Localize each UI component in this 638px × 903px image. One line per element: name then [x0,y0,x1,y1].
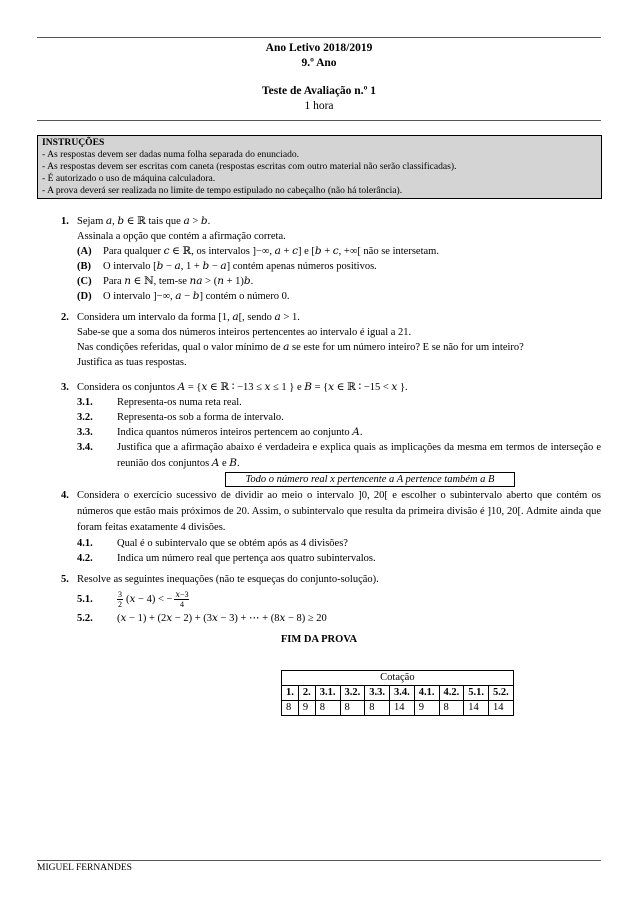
end-of-test: FIM DA PROVA [280,634,358,645]
sub-question-3-2: 3.2. Representa-os sob a forma de intervalo. [77,412,284,423]
fraction-denominator: 2 [118,599,122,609]
score-table-caption: Cotação [282,671,514,686]
score-table [281,670,514,716]
question-3 [61,380,601,487]
grade: 9.º Ano [301,57,337,69]
question-4 [61,488,601,566]
sub-question-5-1: 5.1. $\frac{3}{2}$ (𝑥 − 4) < − 𝑥−3 4 [77,589,189,609]
option-c: (C) Para 𝑛 ∈ ℕ, tem-se 𝑛𝑎 > (𝑛 + 1)𝑏. [77,276,254,287]
option-b: (B) O intervalo [𝑏 − 𝑎, 1 + 𝑏 − 𝑎] contém apenas números positivos. [77,261,377,272]
footer-author: MIGUEL FERNANDES [37,863,132,873]
question-stem: Resolve as seguintes inequações (não te esqueças do conjunto-solução). [77,574,379,585]
question-2 [61,310,601,370]
question-number: 5. [61,574,69,585]
question-stem: Considera o exercício sucessivo de dividir ao meio o intervalo ]0, 20[ e escolher o subintervalo aberto que contém os números que estão mais próximos de 20. Assim, o subintervalo que resulta da primeira divisão é ]10, 20[. Admite ainda que foram feitas exatamente 4 divisões. [77,490,601,533]
question-5 [61,572,601,626]
test-duration: 1 hora [304,100,334,112]
top-rule [37,37,601,38]
question-line: Considera um intervalo da forma [1, 𝑎[, sendo 𝑎 > 1. [77,312,300,323]
option-d: (D) O intervalo ]−∞, 𝑎 − 𝑏] contém o número 0. [77,291,290,302]
fraction-numerator: 𝑥−3 [175,589,189,599]
inequality-middle: (𝑥 − 4) < − [126,593,173,605]
statement-box: Todo o número real x pertencente a A pertence também a B [225,472,515,487]
instruction-item: - A prova deverá ser realizada no limite de tempo estipulado no cabeçalho (não há tolerância). [42,185,403,196]
score-table-header: 1. 2. 3.1. 3.2. 3.3. 3.4. 4.1. 4.2. 5.1. 5.2. [282,686,514,701]
fraction-denominator: 4 [179,599,184,609]
question-stem: Considera os conjuntos 𝐴 = {𝑥 ∈ ℝ ∶ −13 ≤ 𝑥 ≤ 1 } e 𝐵 = {𝑥 ∈ ℝ ∶ −15 < 𝑥 }. [77,382,408,393]
question-number: 3. [61,382,69,393]
question-1 [61,214,601,304]
sub-question-4-2: 4.2. Indica um número real que pertença aos quatro subintervalos. [77,553,376,564]
question-line: Sabe-se que a soma dos números inteiros pertencentes ao intervalo é igual a 21. [77,327,412,338]
question-stem: Sejam 𝑎, 𝑏 ∈ ℝ tais que 𝑎 > 𝑏. [77,216,211,227]
footer-rule [37,860,601,861]
instructions-box [37,135,602,199]
score-table-row: 8 9 8 8 8 14 9 8 14 14 [282,701,514,716]
instruction-item: - As respostas devem ser escritas com caneta (respostas escritas com outro material não serão classificadas). [42,161,457,172]
instruction-item: - É autorizado o uso de máquina calculadora. [42,173,216,184]
sub-question-4-1: 4.1. Qual é o subintervalo que se obtém após as 4 divisões? [77,538,348,549]
question-number: 1. [61,216,69,227]
question-line: Justifica as tuas respostas. [77,357,187,368]
header-rule [37,120,601,121]
question-number: 4. [61,490,69,501]
option-a: (A) Para qualquer 𝑐 ∈ ℝ, os intervalos ]−∞, 𝑎 + 𝑐] e [𝑏 + 𝑐, +∞[ não se intersetam. [77,246,439,257]
sub-question-3-1: 3.1. Representa-os numa reta real. [77,397,242,408]
school-year: Ano Letivo 2018/2019 [265,42,373,54]
fraction-numerator: 3 [118,589,122,599]
sub-question-3-4: 3.4. Justifica que a afirmação abaixo é verdadeira e explica quais as implicações da mesma em termos de interseção e reunião dos conjuntos 𝐴 e 𝐵. [77,442,601,469]
question-line: Nas condições referidas, qual o valor mínimo de 𝑎 se este for um número inteiro? E se não for um inteiro? [77,342,524,353]
instruction-item: - As respostas devem ser dadas numa folha separada do enunciado. [42,149,300,160]
question-number: 2. [61,312,69,323]
question-prompt: Assinala a opção que contém a afirmação correta. [77,231,286,242]
page-header [37,41,601,114]
instructions-title: INSTRUÇÕES [42,137,105,148]
test-title: Teste de Avaliação n.º 1 [261,85,376,97]
sub-question-3-3: 3.3. Indica quantos números inteiros pertencem ao conjunto 𝐴. [77,427,363,438]
sub-question-5-2: 5.2. (𝑥 − 1) + (2𝑥 − 2) + (3𝑥 − 3) + ⋯ + (8𝑥 − 8) ≥ 20 [77,613,327,624]
